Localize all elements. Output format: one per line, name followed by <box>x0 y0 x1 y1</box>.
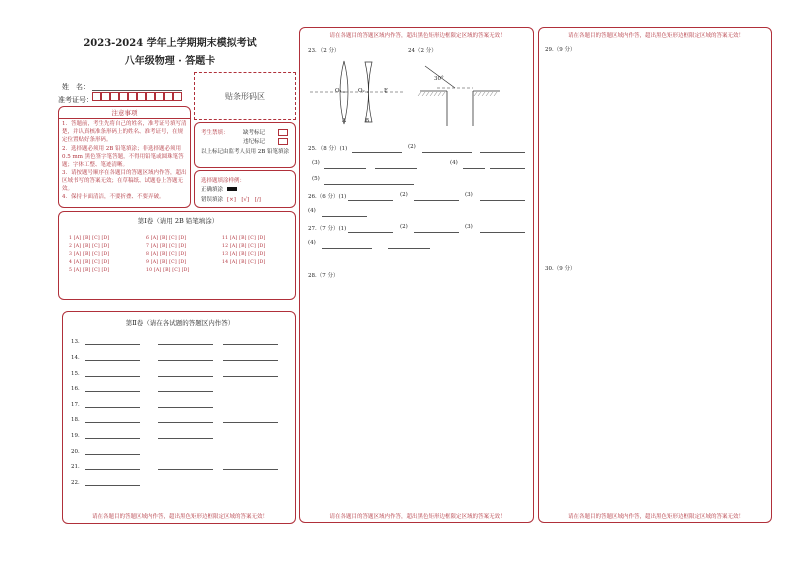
q30-label: 30.（9 分） <box>545 266 576 272</box>
answer-line[interactable] <box>348 200 393 201</box>
part1-title: 第Ⅰ卷（请用 2B 铅笔填涂） <box>137 217 219 225</box>
q25-2-label: (2) <box>408 144 416 150</box>
exam-status-label: 考生禁填： <box>201 130 229 136</box>
part1-col3 <box>222 236 266 265</box>
answer-line[interactable] <box>158 438 213 439</box>
fill-example-title: 选择题填涂样例： <box>201 178 246 184</box>
part1-col2 <box>146 236 190 273</box>
sheet-title <box>45 52 295 67</box>
choice-row[interactable]: 3 [A] [B] [C] [D] <box>69 252 110 257</box>
q25-4-label: (4) <box>450 160 458 166</box>
id-label: 准考证号： <box>58 96 93 104</box>
answer-line[interactable] <box>85 407 140 408</box>
part2-q16: 16． <box>71 386 84 392</box>
barcode-area <box>194 72 296 120</box>
answer-line[interactable] <box>85 438 140 439</box>
answer-line[interactable] <box>158 376 213 377</box>
answer-line[interactable] <box>85 376 140 377</box>
name-field[interactable] <box>92 90 182 91</box>
part2-q17: 17． <box>71 402 84 408</box>
part2-q14: 14． <box>71 355 84 361</box>
middle-answer-panel <box>299 27 534 523</box>
part1-box <box>58 211 296 300</box>
q24-label: 24（2 分） <box>408 48 437 54</box>
part2-q21: 21． <box>71 464 84 470</box>
part2-box <box>62 311 296 524</box>
exam-status-box <box>194 122 296 168</box>
id-grid[interactable] <box>92 92 192 103</box>
name-label: 姓 名： <box>62 83 90 91</box>
violation-checkbox[interactable] <box>278 138 288 145</box>
right-warning-bottom: 请在各题目的答题区域内作答，超出黑色矩形边框限定区域的答案无效！ <box>567 514 744 520</box>
q28-label: 28.（7 分） <box>308 273 339 279</box>
answer-line[interactable] <box>85 454 140 455</box>
answer-line[interactable] <box>158 469 213 470</box>
answer-line[interactable] <box>158 360 213 361</box>
answer-line[interactable] <box>85 422 140 423</box>
notice-item-1: 1．答题前，考生先将自己的姓名，准考证号填写清楚，并认真核准条形码上的姓名、准考证号，在规定位置贴好条形码。 <box>62 121 187 143</box>
exam-status-note: 以上标记由监考人员用 2B 铅笔填涂 <box>201 149 290 155</box>
answer-line[interactable] <box>375 168 417 169</box>
answer-line[interactable] <box>158 344 213 345</box>
lens-a-label: A <box>342 118 346 124</box>
part2-q15: 15． <box>71 371 84 377</box>
violation-label: 违纪标记 <box>243 139 266 145</box>
right-answer-panel <box>538 27 772 523</box>
mirror-angle-label: 30° <box>434 76 444 82</box>
choice-row[interactable]: 8 [A] [B] [C] [D] <box>146 252 187 257</box>
answer-line[interactable] <box>322 216 367 217</box>
sheet-title-text: 八年级物理 · 答题卡 <box>124 56 216 67</box>
answer-line[interactable] <box>158 407 213 408</box>
q23-label: 23．（2 分） <box>308 48 340 54</box>
answer-line[interactable] <box>414 232 459 233</box>
choice-row[interactable]: 10 [A] [B] [C] [D] <box>146 268 190 273</box>
q27-2-label: (2) <box>400 224 408 230</box>
choice-row[interactable]: 6 [A] [B] [C] [D] <box>146 236 187 241</box>
choice-row[interactable]: 4 [A] [B] [C] [D] <box>69 260 110 265</box>
q25-5-label: (5) <box>312 176 320 182</box>
answer-line[interactable] <box>480 200 525 201</box>
fill-example-box <box>194 170 296 208</box>
q25-label: 25．（8 分）(1) <box>308 146 348 152</box>
choice-row[interactable]: 13 [A] [B] [C] [D] <box>222 252 266 257</box>
lens-o2-label: O₂ <box>358 88 365 94</box>
answer-line[interactable] <box>322 248 372 249</box>
lens-f-label: F <box>384 88 388 94</box>
part2-warning: 请在各题目的答题区域内作答，超出黑色矩形边框限定区域的答案无效！ <box>91 514 268 520</box>
notice-item-2: 2．选择题必须用 2B 铅笔填涂；非选择题必须用 0.5 mm 黑色签字笔答题，不得用铅笔或圆珠笔答题；字体工整、笔迹清晰。 <box>62 146 184 168</box>
choice-row[interactable]: 1 [A] [B] [C] [D] <box>69 236 110 241</box>
right-warning-top: 请在各题目的答题区域内作答，超出黑色矩形边框限定区域的答案无效！ <box>567 33 744 39</box>
q25-3-label: (3) <box>312 160 320 166</box>
answer-line[interactable] <box>85 391 140 392</box>
answer-line[interactable] <box>223 344 278 345</box>
answer-line[interactable] <box>223 469 278 470</box>
answer-line[interactable] <box>324 168 366 169</box>
q27-3-label: (3) <box>465 224 473 230</box>
answer-line[interactable] <box>158 422 213 423</box>
correct-fill-label: 正确填涂 <box>201 187 224 193</box>
answer-line[interactable] <box>324 184 414 185</box>
answer-line[interactable] <box>223 422 278 423</box>
answer-line[interactable] <box>348 232 393 233</box>
part2-q18: 18． <box>71 417 84 423</box>
answer-line[interactable] <box>85 344 140 345</box>
answer-line[interactable] <box>490 168 525 169</box>
choice-row[interactable]: 12 [A] [B] [C] [D] <box>222 244 266 249</box>
choice-row[interactable]: 2 [A] [B] [C] [D] <box>69 244 110 249</box>
part2-q20: 20． <box>71 449 84 455</box>
answer-line[interactable] <box>414 200 459 201</box>
answer-line[interactable] <box>85 485 140 486</box>
exam-title: 2023-2024 学年上学期期末模拟考试 <box>83 38 257 49</box>
mid-warning-top: 请在各题目的答题区域内作答，超出黑色矩形边框限定区域的答案无效！ <box>329 33 506 39</box>
q26-label: 26.（6 分）(1) <box>308 194 347 200</box>
answer-line[interactable] <box>388 248 430 249</box>
q26-3-label: (3) <box>465 192 473 198</box>
q26-2-label: (2) <box>400 192 408 198</box>
q29-label: 29.（9 分） <box>545 47 576 53</box>
notice-item-4: 4．保持卡面清洁，不要折叠、不要弄破。 <box>62 194 165 200</box>
wrong-fill-label: 错误填涂 <box>201 197 224 203</box>
answer-line[interactable] <box>223 376 278 377</box>
part2-q19: 19． <box>71 433 84 439</box>
mid-warning-bottom: 请在各题目的答题区域内作答，超出黑色矩形边框限定区域的答案无效！ <box>329 514 506 520</box>
q27-4-label: (4) <box>308 240 316 246</box>
choice-row[interactable]: 5 [A] [B] [C] [D] <box>69 268 110 273</box>
answer-line[interactable] <box>480 232 525 233</box>
wrong-fill-marks: [×] [√] [/] <box>227 197 261 203</box>
answer-line[interactable] <box>158 391 213 392</box>
lens-b-label: B <box>365 118 370 124</box>
absent-checkbox[interactable] <box>278 129 288 136</box>
answer-line[interactable] <box>85 469 140 470</box>
notice-item-3: 3．请按题号顺序在各题目的答题区域内作答，超出区域书写的答案无效；在草稿纸、试题卷上答题无效。 <box>62 170 187 192</box>
notice-title: 注意事项 <box>59 107 190 119</box>
q26-4-label: (4) <box>308 208 316 214</box>
part1-col1 <box>69 236 109 273</box>
answer-line[interactable] <box>352 152 402 153</box>
part2-q22: 22． <box>71 480 84 486</box>
answer-line[interactable] <box>422 152 472 153</box>
answer-line[interactable] <box>463 168 485 169</box>
answer-line[interactable] <box>85 360 140 361</box>
part2-q13: 13． <box>71 339 84 345</box>
mirror-diagram <box>415 58 515 128</box>
correct-fill-mark <box>227 187 237 191</box>
choice-row[interactable]: 9 [A] [B] [C] [D] <box>146 260 187 265</box>
lens-o1-label: O₁ <box>335 88 342 94</box>
choice-row[interactable]: 11 [A] [B] [C] [D] <box>222 236 266 241</box>
answer-line[interactable] <box>223 360 278 361</box>
absent-label: 缺考标记 <box>243 130 266 136</box>
q27-label: 27.（7 分）(1) <box>308 226 347 232</box>
part2-title: 第Ⅱ卷（请在各试题的答题区内作答） <box>125 319 235 327</box>
answer-line[interactable] <box>480 152 525 153</box>
choice-row[interactable]: 14 [A] [B] [C] [D] <box>222 260 266 265</box>
choice-row[interactable]: 7 [A] [B] [C] [D] <box>146 244 187 249</box>
barcode-label: 贴条形码区 <box>225 92 265 101</box>
notice-box <box>58 106 191 208</box>
